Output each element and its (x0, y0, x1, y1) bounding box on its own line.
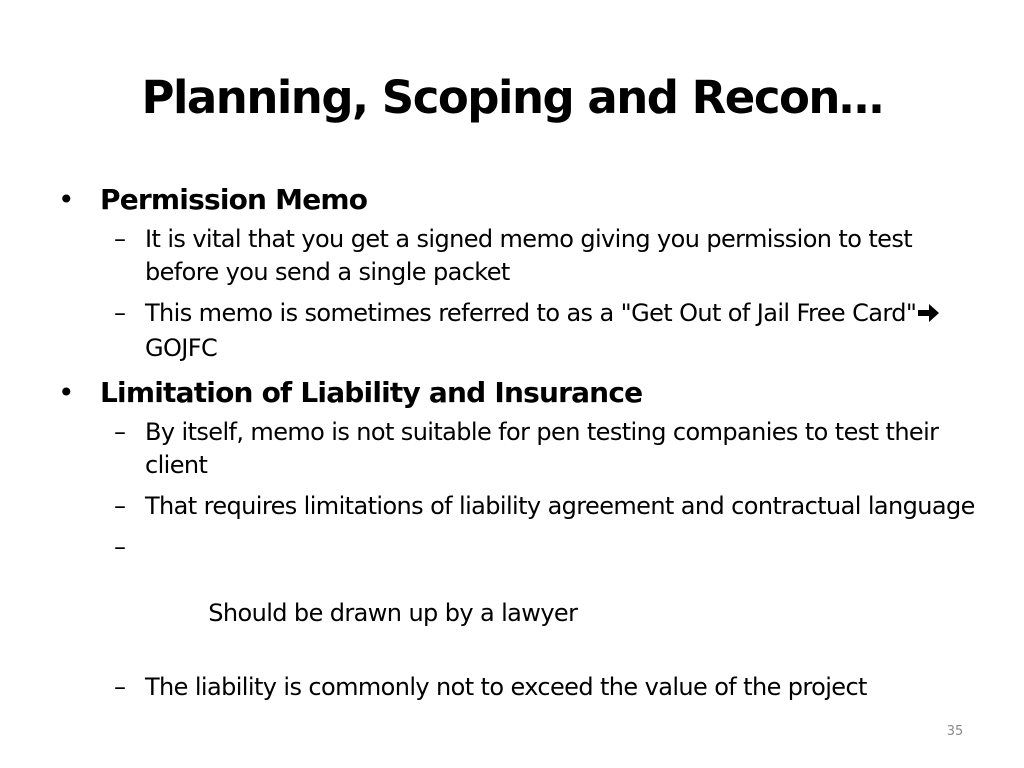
sub-list-permission-memo (58, 223, 978, 365)
bullet-heading: Permission Memo (100, 183, 368, 216)
sub-item-text-acronym: GOJFC (145, 334, 218, 362)
sub-item (58, 671, 978, 704)
bullet-limitation-of-liability (58, 373, 978, 413)
bullet-glyph: • (58, 183, 74, 216)
sub-item (58, 297, 978, 365)
sub-list-limitation-of-liability (58, 416, 978, 704)
sub-item-text: By itself, memo is not suitable for pen testing companies to test their client (145, 418, 939, 479)
sub-item (58, 416, 978, 482)
bullet-heading: Limitation of Liability and Insurance (100, 376, 643, 409)
sub-item-text: The liability is commonly not to exceed the value of the project (145, 673, 867, 701)
sub-item (58, 531, 978, 663)
dash-glyph: – (114, 418, 126, 446)
dash-glyph: – (114, 299, 126, 327)
dash-glyph: – (114, 492, 126, 520)
dash-glyph: – (114, 533, 126, 561)
sub-item (58, 490, 978, 523)
sub-item-text: That requires limitations of liability agreement and contractual language (145, 492, 975, 520)
page-number: 35 (946, 724, 964, 739)
sub-item-text: This memo is sometimes referred to as a "Get Out of Jail Free Card" (145, 299, 917, 327)
bullet-permission-memo (58, 180, 978, 220)
dash-glyph: – (114, 225, 126, 253)
right-arrow-icon (918, 299, 940, 332)
sub-item-text: It is vital that you get a signed memo giving you permission to test before you send a single packet (145, 225, 913, 286)
sub-item-text: Should be drawn up by a lawyer (201, 599, 578, 627)
slide-body (58, 180, 978, 712)
dash-glyph: – (114, 673, 126, 701)
slide-title: Planning, Scoping and Recon… (141, 71, 883, 124)
bullet-glyph: • (58, 376, 74, 409)
sub-item (58, 223, 978, 289)
